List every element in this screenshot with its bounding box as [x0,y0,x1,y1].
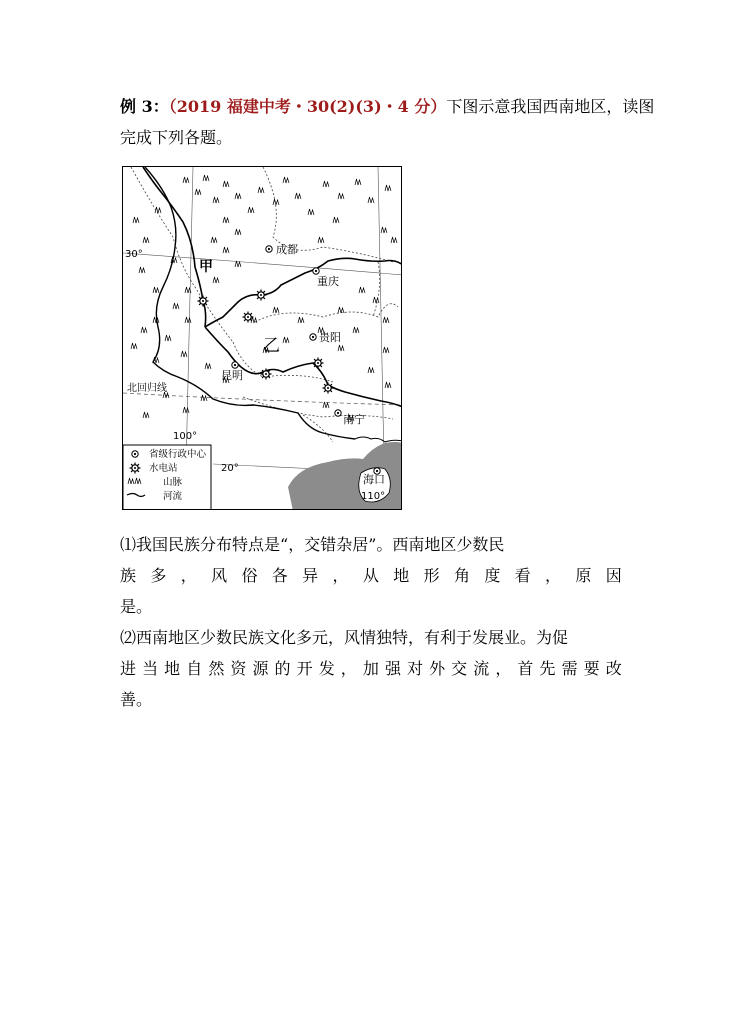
q1-line-3 [120,597,622,617]
q2-line2-char: 流 [473,659,490,678]
legend-mountain-label: 山脉 [163,477,183,488]
q2-text-a: 西南地区少数民族文化多元，风情独特，有利于发展 [136,628,505,647]
q2-line2-char: 自 [186,659,203,678]
q1-line2-char: 看 [514,566,531,585]
q2-line2-char: ， [340,659,357,678]
q2-line2-char: 开 [296,659,313,678]
label-nanning: 南宁 [343,413,365,426]
legend-hydro-label: 水电站 [149,463,178,474]
label-yi: 乙 [263,336,280,356]
intro-text-2: 完成下列各题。 [120,128,233,147]
q1-line-2 [120,566,622,586]
q1-line2-char: 从 [362,566,379,585]
southwest-china-map [122,166,402,510]
q2-line-1 [120,628,622,648]
label-lon-100: 100° [173,431,198,442]
q1-line3-start: 是 [120,597,137,616]
label-lat-20: 20° [221,463,239,474]
capital-icon [132,451,138,457]
q2-line3-end: 。 [136,690,153,709]
q2-line2-char: 当 [142,659,159,678]
q1-line2-char: 原 [575,566,592,585]
q2-line2-char: 外 [429,659,446,678]
example-heading [120,97,655,117]
q1-line2-char: 多 [150,566,167,585]
q1-line2-char: 俗 [241,566,258,585]
q2-line-2 [120,659,622,679]
q1-line2-char: ， [332,566,349,585]
q1-number: ⑴ [120,535,137,554]
q1-line2-char: 地 [393,566,410,585]
label-lon-110: 110° [361,491,386,502]
q1-text-b: ，交错杂居”。西南地区少数民 [288,535,505,554]
capital-markers [232,246,380,474]
map-legend [123,445,211,510]
q2-line2-char: 资 [230,659,247,678]
map-svg [123,167,402,510]
q1-line3-end: 。 [136,597,153,616]
q2-line2-char: 先 [539,659,556,678]
q2-line2-char: ， [495,659,512,678]
q2-line2-char: 然 [208,659,225,678]
label-chongqing: 重庆 [317,275,339,288]
q1-line-1 [120,535,622,555]
q1-line2-char: 族 [120,566,137,585]
q1-line2-char: 形 [423,566,440,585]
label-jia: 甲 [199,259,213,275]
label-chengdu: 成都 [276,243,298,256]
exam-source: （2019 福建中考・30(2)(3)・4 分） [168,97,447,116]
q2-line2-char: 要 [583,659,600,678]
q1-text-a: 我国民族分布特点是“ [136,535,289,554]
q2-line2-char: 的 [274,659,291,678]
q2-number: ⑵ [120,628,137,647]
label-kunming: 昆明 [221,369,243,382]
intro-text-1: 下图示意我国西南地区，读图 [446,97,655,116]
example-label: 例 3： [120,97,169,116]
intro-line-2 [120,128,622,148]
q1-line2-char: ， [545,566,562,585]
q2-line2-char: 加 [362,659,379,678]
label-guiyang: 贵阳 [319,331,341,344]
q1-line2-char: 风 [211,566,228,585]
q1-line2-char: 异 [302,566,319,585]
q2-line2-char: 需 [561,659,578,678]
q1-line2-char: ， [180,566,197,585]
q2-line2-char: 改 [605,659,622,678]
q1-line2-char: 角 [453,566,470,585]
q2-line-3 [120,690,622,710]
q2-line2-char: 首 [517,659,534,678]
q2-line2-char: 对 [407,659,424,678]
label-lat-30: 30° [125,249,143,260]
q1-line2-char: 因 [605,566,622,585]
rivers [143,167,402,407]
q2-line2-char: 发 [318,659,335,678]
q2-line2-char: 进 [120,659,137,678]
hydropower-icon [130,463,141,474]
q2-line2-char: 交 [451,659,468,678]
q2-line2-char: 源 [252,659,269,678]
q2-line3-start: 善 [120,690,137,709]
legend-river-label: 河流 [163,491,183,502]
q1-line2-char: 各 [271,566,288,585]
label-tropic: 北回归线 [127,383,167,394]
q2-text-b: 业。为促 [504,628,569,647]
label-haikou: 海口 [363,473,385,486]
q2-line2-char: 强 [384,659,401,678]
q1-line2-char: 度 [484,566,501,585]
legend-capital-label: 省级行政中心 [149,449,207,460]
q2-line2-char: 地 [164,659,181,678]
